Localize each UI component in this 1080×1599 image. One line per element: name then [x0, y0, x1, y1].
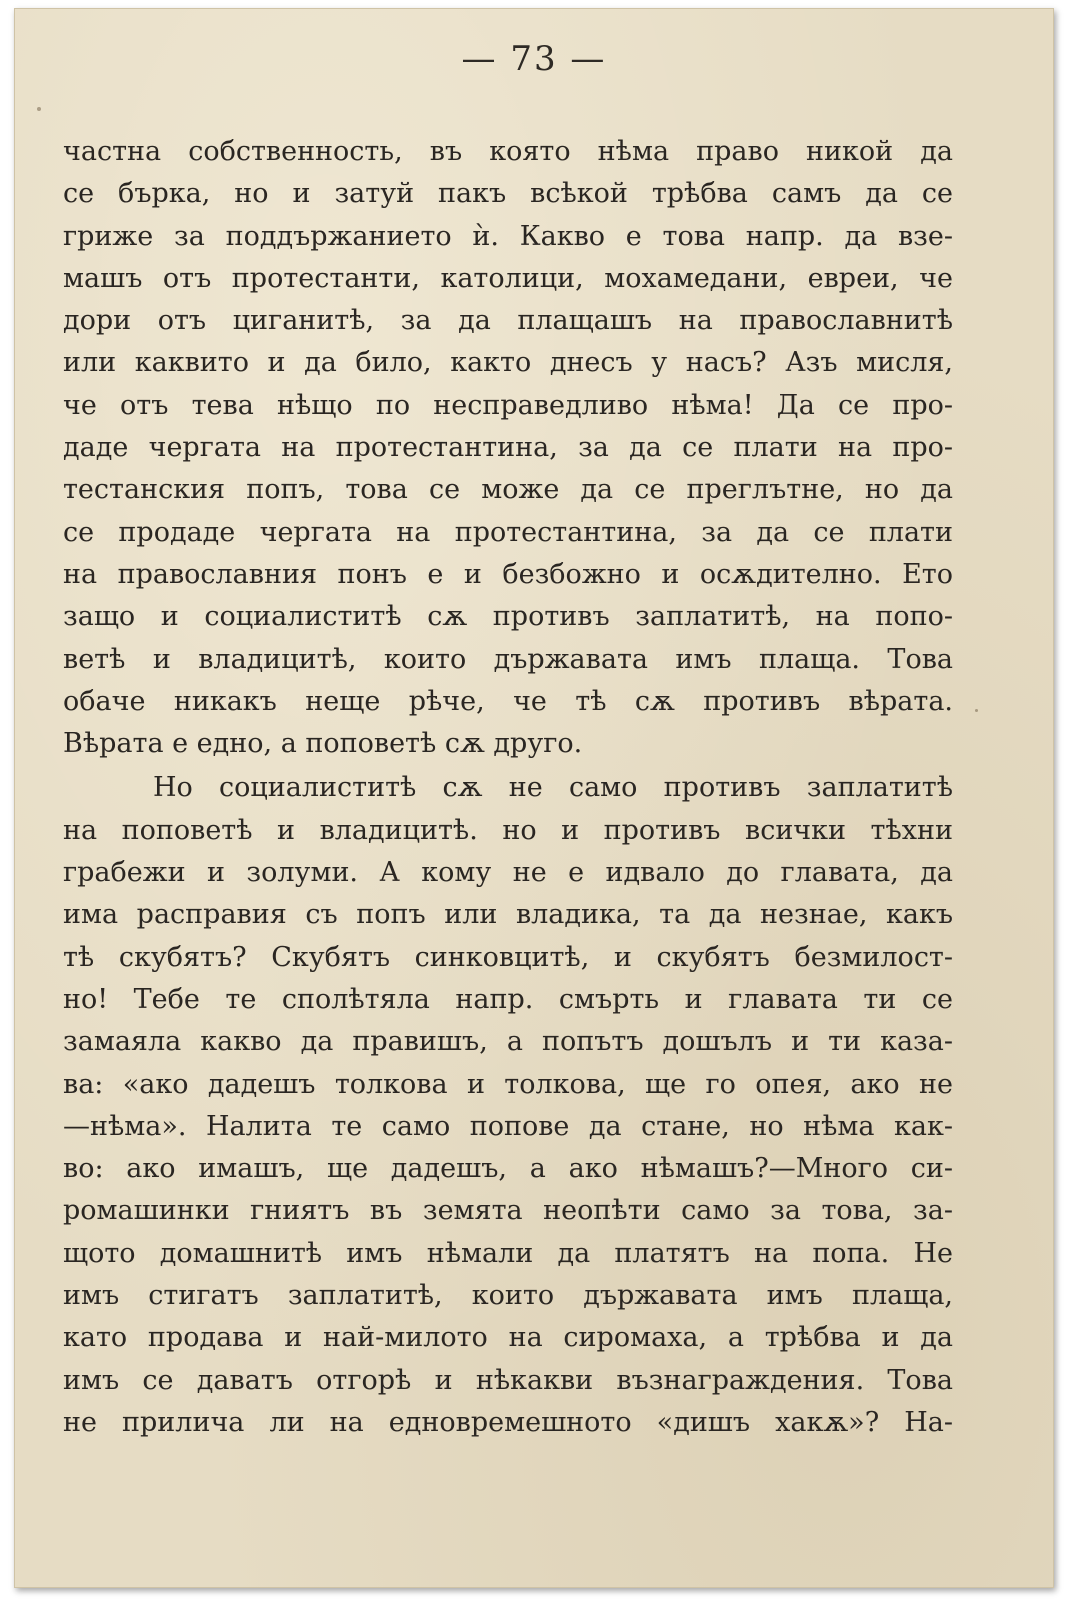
text-line: че отъ тева нѣщо по несправедливо нѣма! Да се про-	[63, 389, 953, 421]
text-line: тестанския попъ, това се може да се преглътне, но да	[63, 474, 953, 506]
text-line: тѣ скубятъ? Скубятъ синковцитѣ, и скубятъ безмилост-	[63, 941, 953, 973]
text-line: или каквито и да било, както днесъ у насъ? Азъ мисля,	[63, 347, 953, 379]
text-line: замаяла какво да правишъ, а попътъ дошълъ и ти каза-	[63, 1026, 953, 1058]
page-number: — 73 —	[461, 39, 607, 79]
text-line: не прилича ли на едновремешното «дишъ хакѫ»? На-	[63, 1406, 953, 1438]
text-line: грабежи и золуми. А кому не е идвало до главата, да	[63, 857, 953, 889]
text-line: обаче никакъ неще рѣче, че тѣ сѫ противъ вѣрата.	[63, 685, 953, 717]
text-line: —нѣма». Налита те само попове да стане, но нѣма как-	[63, 1110, 953, 1142]
text-line: машъ отъ протестанти, католици, мохамедани, евреи, че	[63, 262, 953, 294]
text-line: Но социалиститѣ сѫ не само противъ заплатитѣ	[153, 772, 953, 804]
text-line: ветѣ и владицитѣ, които държавата имъ плаща. Това	[63, 643, 953, 675]
text-line: частна собственность, въ която нѣма право никой да	[63, 136, 953, 167]
paragraph-2	[63, 767, 953, 1444]
text-line: имъ стигатъ заплатитѣ, които държавата имъ плаща,	[63, 1280, 953, 1312]
text-line: на поповетѣ и владицитѣ. но и противъ всички тѣхни	[63, 814, 953, 846]
text-line: Вѣрата е едно, а поповетѣ сѫ друго.	[63, 728, 583, 760]
text-line: но! Тебе те сполѣтяла напр. смърть и главата ти се	[63, 983, 953, 1015]
book-page	[14, 8, 1054, 1588]
text-line: ромашинки гниятъ въ земята неопѣти само за това, за-	[63, 1195, 953, 1227]
text-body	[63, 131, 953, 1444]
text-line: на православния понъ е и безбожно и осѫдително. Ето	[63, 558, 953, 590]
text-line: ва: «ако дадешъ толкова и толкова, ще го опея, ако не	[63, 1068, 953, 1100]
text-line: грижe за поддържанието ѝ. Какво е това напр. да взе-	[63, 220, 953, 252]
paper-speck	[975, 709, 978, 712]
text-line: като продава и най-милото на сиромаха, а трѣбва и да	[63, 1322, 953, 1354]
text-line: се продаде чергата на протестантина, за да се плати	[63, 516, 953, 548]
text-line: дори отъ циганитѣ, за да плащашъ на православнитѣ	[63, 305, 953, 337]
text-line: защо и социалиститѣ сѫ противъ заплатитѣ, на попо-	[63, 601, 953, 633]
text-line: даде чергата на протестантина, за да се плати на про-	[63, 432, 953, 464]
paragraph-1	[63, 131, 953, 765]
text-line: во: ако имашъ, ще дадешъ, а ако нѣмашъ?—Много си-	[63, 1153, 953, 1185]
text-line: имъ се даватъ отгорѣ и нѣкакви възнаграждения. Това	[63, 1364, 953, 1396]
paper-speck	[37, 107, 41, 111]
text-line: има расправия съ попъ или владика, та да незнае, какъ	[63, 899, 953, 931]
text-line: се бърка, но и затуй пакъ всѣкой трѣбва самъ да се	[63, 178, 953, 210]
text-line: щото домашнитѣ имъ нѣмали да платятъ на попа. Не	[63, 1237, 953, 1269]
